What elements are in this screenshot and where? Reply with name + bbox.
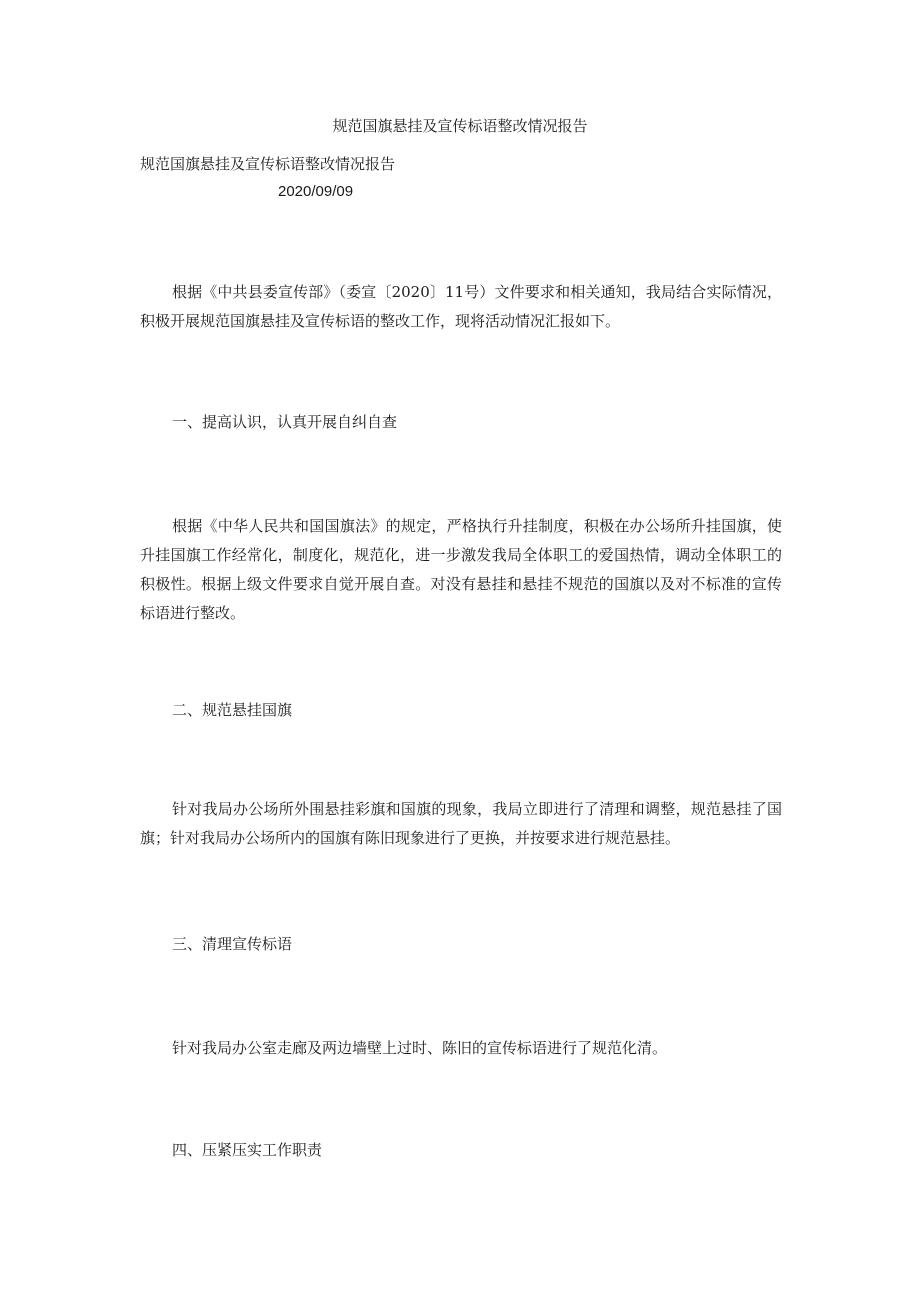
section-heading-2: 二、规范悬挂国旗	[172, 701, 293, 719]
section-heading-3: 三、清理宣传标语	[172, 935, 293, 953]
section-heading-1: 一、提高认识，认真开展自纠自查	[172, 413, 398, 431]
section-body-1: 根据《中华人民共和国国旗法》的规定，严格执行升挂制度，积极在办公场所升挂国旗，使升挂国旗工作经常化，制度化，规范化，进一步激发我局全体职工的爱国热情，调动全体职工的积极性。根据上级文件要求自觉开展自查。对没有悬挂和悬挂不规范的国旗以及对不标准的宣传标语进行整改。	[140, 517, 782, 622]
section-body-3: 针对我局办公室走廊及两边墙壁上过时、陈旧的宣传标语进行了规范化清。	[172, 1039, 668, 1057]
header-title: 规范国旗悬挂及宣传标语整改情况报告	[332, 117, 588, 135]
document-title: 规范国旗悬挂及宣传标语整改情况报告	[140, 155, 396, 173]
section-heading-4: 四、压紧压实工作职责	[172, 1141, 323, 1159]
intro-paragraph: 根据《中共县委宣传部》（委宣〔2020〕11号）文件要求和相关通知，我局结合实际情况，积极开展规范国旗悬挂及宣传标语的整改工作，现将活动情况汇报如下。	[140, 283, 782, 330]
document-date: 2020/09/09	[278, 183, 354, 200]
section-body-2: 针对我局办公场所外围悬挂彩旗和国旗的现象，我局立即进行了清理和调整，规范悬挂了国旗；针对我局办公场所内的国旗有陈旧现象进行了更换，并按要求进行规范悬挂。	[140, 800, 782, 847]
